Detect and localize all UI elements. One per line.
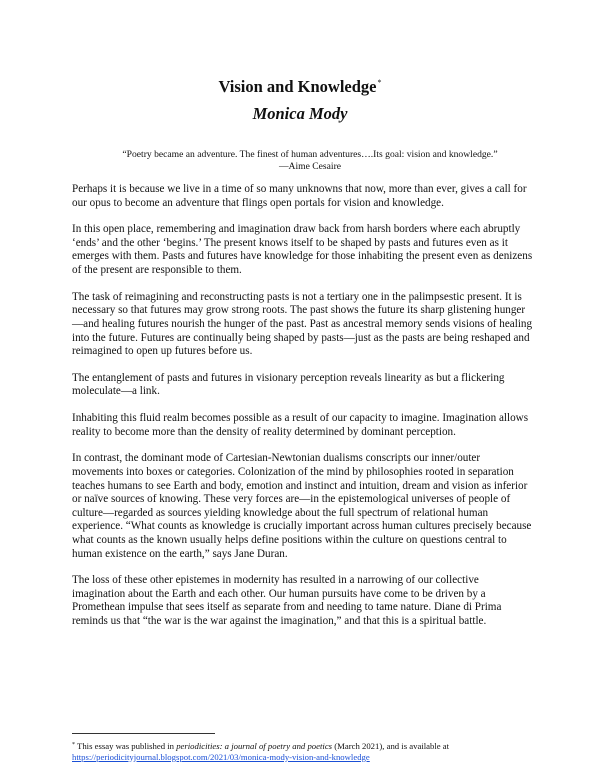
footnote: [72, 740, 542, 762]
title-footnote-marker[interactable]: *: [377, 78, 382, 87]
author-name: Monica Mody: [252, 104, 348, 123]
title-text: Vision and Knowledge: [218, 77, 377, 96]
epigraph-quote: “Poetry became an adventure. The finest of human adventures….Its goal: vision and knowledge.”: [122, 149, 498, 160]
paragraph: Perhaps it is because we live in a time of so many unknowns that now, more than ever, gives a call for our opus to become an adventure that flings open portals for vision and knowledge.: [72, 183, 527, 209]
footnote-marker: *: [72, 742, 75, 748]
footnote-divider: [72, 733, 215, 734]
paragraph: The loss of these other epistemes in modernity has resulted in a narrowing of our collective imagination about the Earth and each other. Our human pursuits have come to be driven by a Promethean impulse that sees itself as separate from and needing to tame nature. Diane di Prima reminds us that “the war is the war against the imagination,” and that this is a spiritual battle.: [72, 574, 502, 627]
footnote-link[interactable]: https://periodicityjournal.blogspot.com/2021/03/monica-mody-vision-and-knowledge: [72, 751, 370, 762]
footnote-journal-title: periodicities: a journal of poetry and poetics: [176, 741, 333, 751]
footnote-text-after: (March 2021), and is available at: [332, 741, 450, 751]
paragraph: The entanglement of pasts and futures in visionary perception reveals linearity as but a flickering moleculate—a link.: [72, 371, 505, 398]
paragraph: The task of reimagining and reconstructing pasts is not a tertiary one in the palimpsestic present. It is necessary so that futures may grow strong roots. The past shows the future its sharp glistening hunger—and healing futures nourish the hunger of the past. Past as ancestral memory sends visions of healing into the future. Futures are continually being shaped by pasts—just as the pasts are being reshaped and reimagined to open up futures before us.: [72, 290, 533, 358]
paragraph: Inhabiting this fluid realm becomes possible as a result of our capacity to imagine. Imagination allows reality to become more than the density of reality determined by dominant perception.: [72, 412, 529, 438]
epigraph: [80, 149, 540, 172]
paragraph: In this open place, remembering and imagination draw back from harsh borders where each abruptly ‘ends’ and the other ‘begins.’ The present knows itself to be shaped by pasts and futures even as it emerges with them. Pasts and futures have knowledge for those inhabiting the present even as denizens of the present are responsible to them.: [72, 223, 533, 277]
paragraph: In contrast, the dominant mode of Cartesian-Newtonian dualisms conscripts our inner/outer movements into boxes or categories. Colonization of the mind by philosophies rooted in separation teaches humans to see Earth and body, emotion and instinct and intuition, dream and vision as inferior or naïve sources of knowing. These very forces are—in the epistemological universes of people of culture—regarded as sources yielding knowledge about the full spectrum of relational human experience. “What counts as knowledge is crucially important across human cultures precisely because what counts as the known usually helps define positions within the culture on questions central to human existence on the earth,” says Jane Duran.: [72, 452, 532, 560]
essay-body: [72, 183, 534, 642]
footnote-text-before: This essay was published in: [75, 741, 177, 751]
epigraph-attribution: —Aime Cesaire: [278, 160, 342, 172]
document-title: [0, 73, 600, 97]
